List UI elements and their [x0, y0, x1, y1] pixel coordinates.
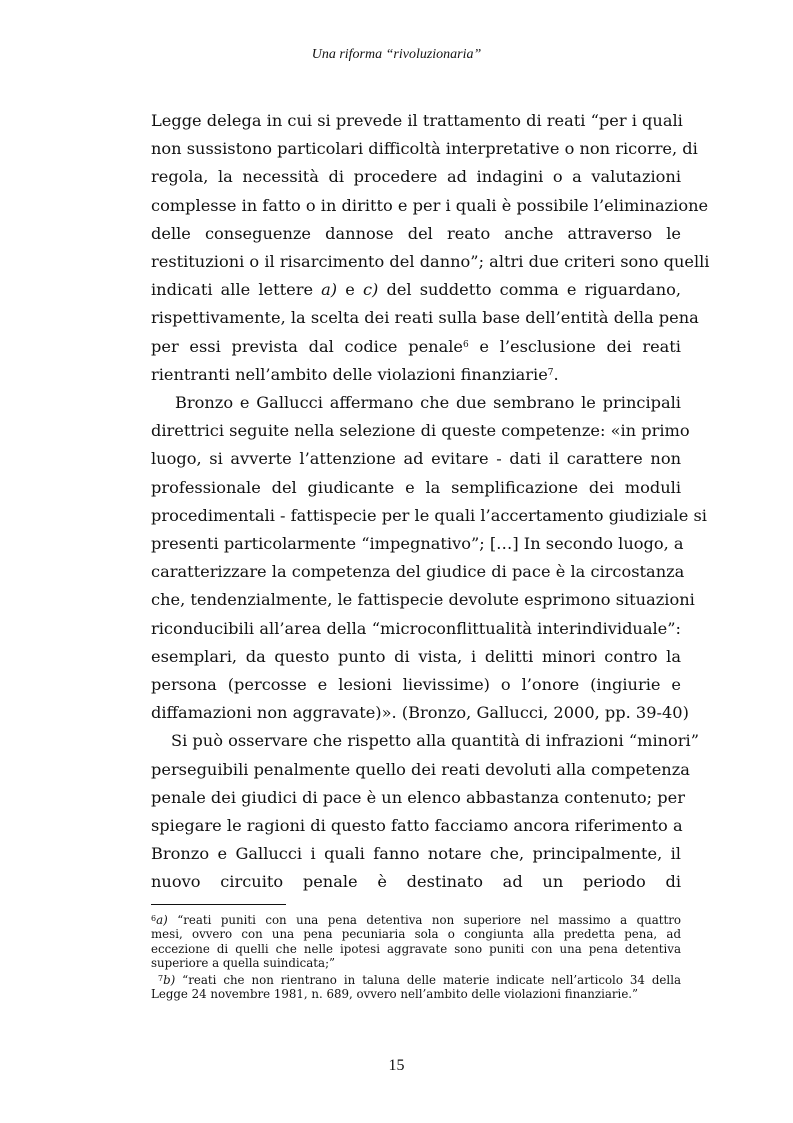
text-line: riconducibili all’area della “microconflittualità interindividuale”: [151, 618, 681, 638]
text-segment: “reati che non rientrano in taluna delle materie indicate nell’articolo 34 della [175, 972, 681, 987]
footnotes [151, 913, 681, 1001]
text-line: complesse in fatto o in diritto e per i quali è possibile l’eliminazione [151, 195, 709, 215]
text-line: Si può osservare che rispetto alla quantità di infrazioni “minori” [171, 731, 699, 751]
text-line: caratterizzare la competenza del giudice di pace è la circostanza [151, 562, 685, 582]
text-segment: . [553, 364, 559, 384]
text-line: non sussistono particolari difficoltà interpretative o non ricorre, di [151, 139, 698, 159]
running-header: Una riforma “rivoluzionaria” [311, 47, 482, 62]
text-segment: rientranti nell’ambito delle violazioni finanziarie [151, 364, 548, 384]
text-line: restituzioni o il risarcimento del danno”; altri due criteri sono quelli [151, 252, 710, 272]
text-segment: e [337, 280, 363, 300]
text-line: professionale del giudicante e la semplificazione dei moduli [151, 477, 681, 497]
text-line: penale dei giudici di pace è un elenco abbastanza contenuto; per [151, 787, 685, 807]
text-line: che, tendenzialmente, le fattispecie devolute esprimono situazioni [151, 590, 695, 610]
text-line: nuovo circuito penale è destinato ad un periodo di [151, 872, 681, 892]
text-line: delle conseguenze dannose del reato anche attraverso le [151, 223, 681, 243]
text-line: diffamazioni non aggravate)». (Bronzo, Gallucci, 2000, pp. 39-40) [151, 703, 689, 723]
paragraph-3 [151, 727, 699, 896]
footnote-marker: 6 [151, 914, 157, 923]
footnote-label: b) [163, 972, 176, 987]
footnote-line [151, 973, 681, 987]
text-line: persona (percosse e lesioni lievissime) o l’onore (ingiurie e [151, 675, 681, 695]
text-segment: indicati alle lettere [151, 280, 322, 300]
footnote-line: eccezione di quelli che nelle ipotesi aggravate sono puniti con una pena detentiva [151, 941, 681, 956]
footnote-line [151, 913, 681, 927]
footnote-7 [151, 973, 681, 1002]
text-line: Bronzo e Gallucci i quali fanno notare che, principalmente, il [151, 844, 681, 864]
text-line: Legge delega in cui si prevede il trattamento di reati “per i quali [151, 111, 683, 130]
text-segment: per essi prevista dal codice penale [151, 336, 463, 356]
paragraph-1 [151, 107, 710, 389]
footnote-ref-7[interactable]: 7 [547, 367, 554, 378]
text-segment: e l’esclusione dei reati [468, 336, 681, 356]
paragraph-2 [151, 389, 707, 727]
footnote-line: Legge 24 novembre 1981, n. 689, ovvero nell’ambito delle violazioni finanziarie.” [151, 987, 639, 1002]
text-line: Bronzo e Gallucci affermano che due sembrano le principali [175, 393, 681, 413]
footnote-6 [151, 913, 681, 971]
footnote-marker: 7 [157, 973, 164, 983]
footnote-label: a) [156, 913, 168, 927]
footnote-line: mesi, ovvero con una pena pecuniaria sola o congiunta alla predetta pena, ad [151, 927, 681, 942]
text-line: rispettivamente, la scelta dei reati sulla base dell’entità della pena [151, 308, 699, 328]
text-line [151, 276, 681, 304]
text-segment: “reati puniti con una pena detentiva non superiore nel massimo a quattro [167, 913, 681, 927]
body-text [151, 107, 710, 897]
text-segment: del suddetto comma e riguardano, [378, 280, 682, 300]
footnote-separator [151, 904, 286, 905]
footnote-ref-6[interactable]: 6 [462, 339, 469, 350]
text-line: regola, la necessità di procedere ad indagini o a valutazioni [151, 167, 681, 187]
page-number: 15 [388, 1057, 405, 1074]
italic-letter: a) [321, 280, 338, 300]
text-line: presenti particolarmente “impegnativo”; […] In secondo luogo, a [151, 534, 684, 554]
text-line: spiegare le ragioni di questo fatto facciamo ancora riferimento a [151, 816, 683, 836]
text-line: esemplari, da questo punto di vista, i delitti minori contro la [151, 646, 681, 666]
italic-letter: c) [362, 280, 379, 300]
text-line: procedimentali - fattispecie per le quali l’accertamento giudiziale si [151, 505, 707, 525]
text-line [151, 333, 681, 361]
text-line: perseguibili penalmente quello dei reati devoluti alla competenza [151, 759, 690, 779]
footnote-line: superiore a quella suindicata;” [151, 956, 336, 971]
text-line: luogo, si avverte l’attenzione ad evitare - dati il carattere non [151, 449, 681, 469]
text-line [151, 361, 681, 389]
text-line: direttrici seguite nella selezione di queste competenze: «in primo [151, 421, 690, 441]
